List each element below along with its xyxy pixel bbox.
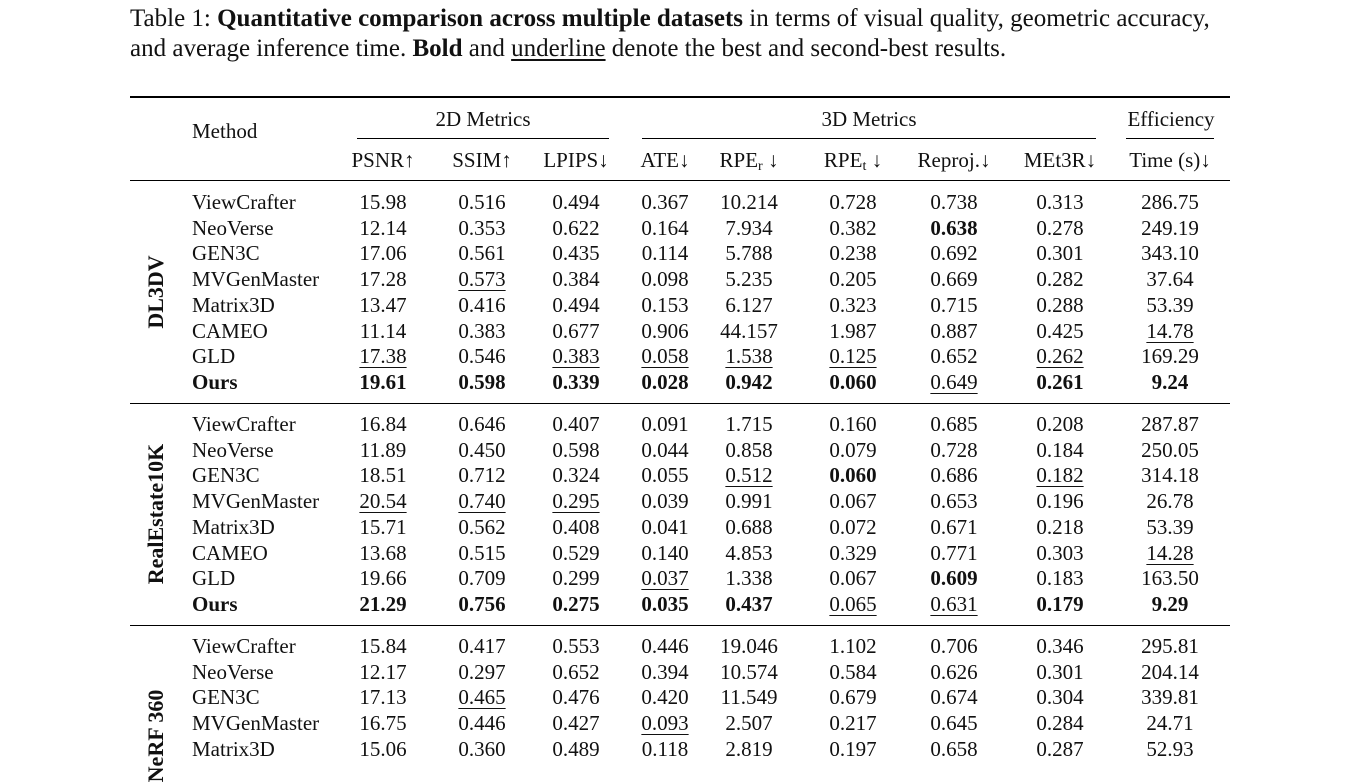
dataset-label: NeRF 360 xyxy=(143,689,168,782)
method-name: Matrix3D xyxy=(192,514,275,539)
table-cell: 0.494 xyxy=(552,190,600,214)
table-cell: 250.05 xyxy=(1141,437,1199,462)
method-name: ViewCrafter xyxy=(192,190,296,214)
table-cell: 53.39 xyxy=(1146,514,1194,539)
method-name: GEN3C xyxy=(192,463,260,488)
table-cell: 9.24 xyxy=(1151,369,1189,394)
table-cell: 17.38 xyxy=(359,344,407,369)
method-name: ViewCrafter xyxy=(192,412,296,436)
table-cell: 0.494 xyxy=(552,292,600,317)
table-cell: 0.367 xyxy=(641,190,689,214)
table-cell: 0.407 xyxy=(552,412,600,436)
table-cell: 286.75 xyxy=(1141,190,1199,214)
table-cell: 15.98 xyxy=(359,190,407,214)
column-header: Reproj.↓ xyxy=(917,148,991,172)
table-cell: 0.446 xyxy=(458,711,506,736)
method-name: Ours xyxy=(192,591,238,616)
table-cell: 19.66 xyxy=(359,566,407,591)
column-header: LPIPS↓ xyxy=(543,148,609,172)
method-name: NeoVerse xyxy=(192,659,274,684)
table-cell: 0.688 xyxy=(725,514,773,539)
method-name: NeoVerse xyxy=(192,215,274,240)
table-cell: 0.164 xyxy=(641,215,689,240)
table-cell: 18.51 xyxy=(359,463,407,488)
table-cell: 0.114 xyxy=(641,241,689,266)
table-cell: 0.098 xyxy=(641,267,689,292)
column-header: SSIM↑ xyxy=(452,148,512,172)
dataset-separator xyxy=(130,625,1230,626)
table-cell: 0.529 xyxy=(552,540,600,565)
table-cell: 0.346 xyxy=(1036,634,1084,658)
table-cell: 13.47 xyxy=(359,292,407,317)
top-rule xyxy=(130,96,1230,98)
table-cell: 0.329 xyxy=(829,540,877,565)
table-cell: 13.68 xyxy=(359,540,407,565)
table-cell: 0.301 xyxy=(1036,241,1084,266)
table-cell: 0.278 xyxy=(1036,215,1084,240)
table-cell: 0.218 xyxy=(1036,514,1084,539)
method-name: GEN3C xyxy=(192,685,260,710)
table-cell: 0.313 xyxy=(1036,190,1084,214)
table-cell: 0.287 xyxy=(1036,736,1084,761)
table-cell: 0.489 xyxy=(552,736,600,761)
table-cell: 24.71 xyxy=(1146,711,1194,736)
table-cell: 15.84 xyxy=(359,634,407,658)
table-cell: 0.638 xyxy=(930,215,978,240)
table-cell: 0.435 xyxy=(552,241,600,266)
table-cell: 0.677 xyxy=(552,318,600,343)
table-cell: 9.29 xyxy=(1151,591,1189,616)
table-cell: 0.671 xyxy=(930,514,978,539)
table-cell: 0.652 xyxy=(930,344,978,369)
header-rule xyxy=(130,180,1230,181)
table-cell: 0.728 xyxy=(930,437,978,462)
table-cell: 14.28 xyxy=(1146,540,1194,565)
table-cell: 0.282 xyxy=(1036,267,1084,292)
table-cell: 0.182 xyxy=(1036,463,1084,488)
column-header: MEt3R↓ xyxy=(1023,148,1097,172)
table-cell: 0.942 xyxy=(725,369,773,394)
dataset-label: RealEstate10K xyxy=(143,443,168,585)
group-2d-metrics: 2D Metrics xyxy=(435,107,531,131)
table-cell: 0.692 xyxy=(930,241,978,266)
table-cell: 0.238 xyxy=(829,241,877,266)
header-method: Method xyxy=(192,119,258,143)
table-cell: 169.29 xyxy=(1141,344,1199,369)
table-cell: 0.275 xyxy=(552,591,600,616)
table-cell: 11.14 xyxy=(359,318,407,343)
table-cell: 0.416 xyxy=(458,292,506,317)
table-cell: 5.788 xyxy=(725,241,773,266)
table-cell: 0.304 xyxy=(1036,685,1084,710)
table-cell: 0.179 xyxy=(1036,591,1084,616)
table-cell: 0.645 xyxy=(930,711,978,736)
table-cell: 314.18 xyxy=(1141,463,1199,488)
table-cell: 0.093 xyxy=(641,711,689,736)
table-cell: 0.118 xyxy=(641,736,689,761)
method-name: GLD xyxy=(192,344,236,369)
table-cell: 7.934 xyxy=(725,215,773,240)
group-2d-underline xyxy=(357,138,609,139)
table-cell: 0.041 xyxy=(641,514,689,539)
table-cell: 1.102 xyxy=(829,634,877,658)
table-cell: 20.54 xyxy=(359,489,407,514)
table-cell: 0.609 xyxy=(930,566,978,591)
table-cell: 12.14 xyxy=(359,215,407,240)
method-name: CAMEO xyxy=(192,318,268,343)
table-cell: 0.060 xyxy=(829,463,877,488)
table-cell: 0.295 xyxy=(552,489,600,514)
table-cell: 0.679 xyxy=(829,685,877,710)
table-cell: 0.072 xyxy=(829,514,877,539)
table-cell: 0.262 xyxy=(1036,344,1084,369)
column-header: $RPE_r$ ↓ xyxy=(719,148,779,174)
table-cell: 0.384 xyxy=(552,267,600,292)
table-cell: 17.28 xyxy=(359,267,407,292)
method-name: Ours xyxy=(192,369,238,394)
table-cell: 0.516 xyxy=(458,190,506,214)
table-cell: 0.771 xyxy=(930,540,978,565)
table-cell: 0.394 xyxy=(641,659,689,684)
group-eff-underline xyxy=(1126,138,1214,139)
table-cell: 0.728 xyxy=(829,190,877,214)
method-name: MVGenMaster xyxy=(192,489,320,514)
table-cell: 0.288 xyxy=(1036,292,1084,317)
table-cell: 0.546 xyxy=(458,344,506,369)
group-efficiency: Efficiency xyxy=(1127,107,1215,131)
table-cell: 0.437 xyxy=(725,591,773,616)
table-cell: 0.991 xyxy=(725,489,773,514)
table-cell: 0.622 xyxy=(552,215,600,240)
table-cell: 0.408 xyxy=(552,514,600,539)
table-cell: 0.208 xyxy=(1036,412,1084,436)
table-cell: 0.476 xyxy=(552,685,600,710)
table-cell: 0.631 xyxy=(930,591,978,616)
table-cell: 26.78 xyxy=(1146,489,1194,514)
table-cell: 1.987 xyxy=(829,318,877,343)
method-name: Matrix3D xyxy=(192,736,275,761)
table-cell: 0.674 xyxy=(930,685,978,710)
method-name: GLD xyxy=(192,566,236,591)
table-cell: 0.055 xyxy=(641,463,689,488)
caption-prefix: Table 1: xyxy=(130,5,211,32)
table-cell: 163.50 xyxy=(1141,566,1199,591)
table-cell: 0.653 xyxy=(930,489,978,514)
table-cell: 0.323 xyxy=(829,292,877,317)
table-cell: 0.652 xyxy=(552,659,600,684)
table-cell: 0.512 xyxy=(725,463,773,488)
table-cell: 1.715 xyxy=(725,412,773,436)
table-cell: 44.157 xyxy=(720,318,778,343)
table-cell: 0.044 xyxy=(641,437,689,462)
table-cell: 0.709 xyxy=(458,566,506,591)
table-cell: 0.205 xyxy=(829,267,877,292)
table-cell: 343.10 xyxy=(1141,241,1199,266)
table-cell: 0.649 xyxy=(930,369,978,394)
table-cell: 0.091 xyxy=(641,412,689,436)
table-cell: 16.84 xyxy=(359,412,407,436)
table-cell: 0.598 xyxy=(458,369,506,394)
table-cell: 0.353 xyxy=(458,215,506,240)
method-name: CAMEO xyxy=(192,540,268,565)
table-cell: 10.574 xyxy=(720,659,778,684)
table-cell: 0.153 xyxy=(641,292,689,317)
table-cell: 0.425 xyxy=(1036,318,1084,343)
caption-underline-word: underline xyxy=(511,35,606,62)
table-cell: 0.756 xyxy=(458,591,506,616)
table-cell: 16.75 xyxy=(359,711,407,736)
table-cell: 0.417 xyxy=(458,634,506,658)
table-cell: 0.712 xyxy=(458,463,506,488)
table-cell: 14.78 xyxy=(1146,318,1194,343)
table-cell: 19.046 xyxy=(720,634,778,658)
table-cell: 0.515 xyxy=(458,540,506,565)
column-header: PSNR↑ xyxy=(351,148,415,172)
table-cell: 0.196 xyxy=(1036,489,1084,514)
table-cell: 0.383 xyxy=(552,344,600,369)
table-cell: 37.64 xyxy=(1146,267,1194,292)
caption-title: Quantitative comparison across multiple datasets xyxy=(217,5,744,32)
table-cell: 0.035 xyxy=(641,591,689,616)
table-cell: 11.89 xyxy=(359,437,407,462)
table-cell: 21.29 xyxy=(359,591,407,616)
table-cell: 0.299 xyxy=(552,566,600,591)
dataset-label: DL3DV xyxy=(143,255,168,329)
method-name: Matrix3D xyxy=(192,292,275,317)
table-cell: 6.127 xyxy=(725,292,773,317)
table-cell: 0.626 xyxy=(930,659,978,684)
table-cell: 0.465 xyxy=(458,685,506,710)
table-cell: 0.658 xyxy=(930,736,978,761)
table-cell: 0.261 xyxy=(1036,369,1084,394)
table-cell: 295.81 xyxy=(1141,634,1199,658)
column-header: ATE↓ xyxy=(640,148,690,172)
caption-text1: in terms of visual quality, geometric accuracy, and average inference time. xyxy=(130,5,1210,62)
table-cell: 11.549 xyxy=(720,685,778,710)
method-name: MVGenMaster xyxy=(192,711,320,736)
table-cell: 19.61 xyxy=(359,369,407,394)
dataset-separator xyxy=(130,403,1230,404)
table-cell: 0.039 xyxy=(641,489,689,514)
table-cell: 4.853 xyxy=(725,540,773,565)
table-cell: 0.382 xyxy=(829,215,877,240)
group-3d-metrics: 3D Metrics xyxy=(821,107,917,131)
table-cell: 204.14 xyxy=(1141,659,1199,684)
table-cell: 287.87 xyxy=(1141,412,1199,436)
table-cell: 0.598 xyxy=(552,437,600,462)
table-cell: 0.140 xyxy=(641,540,689,565)
table-cell: 0.646 xyxy=(458,412,506,436)
table-cell: 0.906 xyxy=(641,318,689,343)
table-cell: 15.06 xyxy=(359,736,407,761)
column-header: Time (s)↓ xyxy=(1129,148,1211,172)
method-name: NeoVerse xyxy=(192,437,274,462)
table-cell: 0.562 xyxy=(458,514,506,539)
table-cell: 12.17 xyxy=(359,659,407,684)
column-header: $RPE_t$ ↓ xyxy=(823,148,883,174)
table-cell: 0.339 xyxy=(552,369,600,394)
table-cell: 0.028 xyxy=(641,369,689,394)
method-name: MVGenMaster xyxy=(192,267,320,292)
table-cell: 17.13 xyxy=(359,685,407,710)
table-cell: 0.553 xyxy=(552,634,600,658)
caption-bold-word: Bold xyxy=(412,35,463,62)
table-cell: 0.561 xyxy=(458,241,506,266)
table-cell: 0.067 xyxy=(829,489,877,514)
caption-and: and xyxy=(468,35,505,62)
table-cell: 0.303 xyxy=(1036,540,1084,565)
table-cell: 0.160 xyxy=(829,412,877,436)
table-cell: 249.19 xyxy=(1141,215,1199,240)
caption-text2: denote the best and second-best results. xyxy=(611,35,1007,62)
table-cell: 0.301 xyxy=(1036,659,1084,684)
table-cell: 0.184 xyxy=(1036,437,1084,462)
table-cell: 15.71 xyxy=(359,514,407,539)
table-cell: 0.685 xyxy=(930,412,978,436)
table-cell: 1.338 xyxy=(725,566,773,591)
table-cell: 0.715 xyxy=(930,292,978,317)
table-cell: 0.037 xyxy=(641,566,689,591)
table-cell: 0.324 xyxy=(552,463,600,488)
table-cell: 53.39 xyxy=(1146,292,1194,317)
table-cell: 0.738 xyxy=(930,190,978,214)
table-cell: 0.360 xyxy=(458,736,506,761)
group-3d-underline xyxy=(642,138,1096,139)
method-name: GEN3C xyxy=(192,241,260,266)
table-cell: 52.93 xyxy=(1146,736,1194,761)
table-cell: 0.584 xyxy=(829,659,877,684)
table-cell: 0.573 xyxy=(458,267,506,292)
table-cell: 0.183 xyxy=(1036,566,1084,591)
table-cell: 10.214 xyxy=(720,190,778,214)
table-cell: 17.06 xyxy=(359,241,407,266)
table-cell: 0.450 xyxy=(458,437,506,462)
table-cell: 0.067 xyxy=(829,566,877,591)
table-cell: 0.197 xyxy=(829,736,877,761)
table-cell: 0.297 xyxy=(458,659,506,684)
table-cell: 2.507 xyxy=(725,711,773,736)
table-cell: 0.887 xyxy=(930,318,978,343)
table-cell: 0.669 xyxy=(930,267,978,292)
table-cell: 0.217 xyxy=(829,711,877,736)
table-cell: 0.427 xyxy=(552,711,600,736)
method-name: ViewCrafter xyxy=(192,634,296,658)
table-cell: 0.446 xyxy=(641,634,689,658)
table-cell: 2.819 xyxy=(725,736,773,761)
table-caption xyxy=(130,4,1240,64)
table-cell: 0.284 xyxy=(1036,711,1084,736)
table-cell: 0.058 xyxy=(641,344,689,369)
table-cell: 0.060 xyxy=(829,369,877,394)
table-cell: 5.235 xyxy=(725,267,773,292)
table-cell: 0.686 xyxy=(930,463,978,488)
table-cell: 0.706 xyxy=(930,634,978,658)
table-cell: 0.383 xyxy=(458,318,506,343)
table-cell: 0.420 xyxy=(641,685,689,710)
table-cell: 339.81 xyxy=(1141,685,1199,710)
table-cell: 0.125 xyxy=(829,344,877,369)
table-cell: 0.079 xyxy=(829,437,877,462)
table-cell: 0.740 xyxy=(458,489,506,514)
table-cell: 0.858 xyxy=(725,437,773,462)
table-cell: 0.065 xyxy=(829,591,877,616)
table-cell: 1.538 xyxy=(725,344,773,369)
